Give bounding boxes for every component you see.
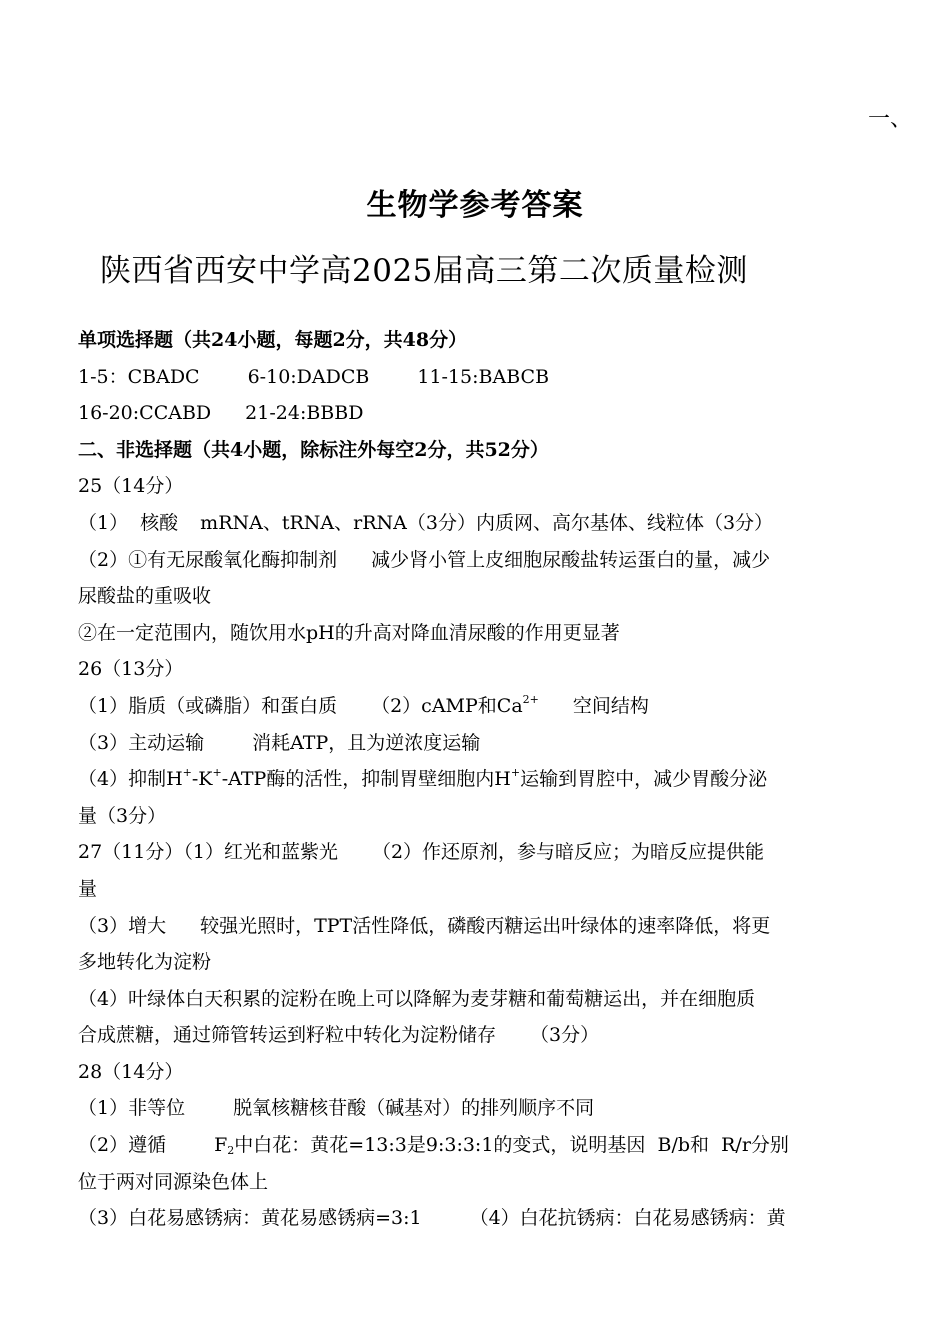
- q26-part1-a: （1）脂质（或磷脂）和蛋白质: [78, 694, 338, 717]
- q26-superscript: +: [212, 766, 222, 780]
- q26-part3: [78, 761, 872, 798]
- q28-part1-a: （1）非等位: [78, 1097, 186, 1120]
- q27-label-b: （2）作还原剂，参与暗反应；为暗反应提供能: [371, 841, 765, 864]
- q25-part2: [78, 542, 872, 579]
- q28-part4-a: （3）白花易感锈病：黄花易感锈病=3:1: [78, 1207, 422, 1230]
- q25-part3: ②在一定范围内，随饮用水pH的升高对降血清尿酸的作用更显著: [78, 621, 620, 644]
- section2-heading: 二、非选择题（共4小题，除标注外每空2分，共52分）: [78, 438, 549, 461]
- q28-label: 28（14分）: [78, 1060, 184, 1083]
- q28-part4-b: （4）白花抗锈病：白花易感锈病：黄: [469, 1207, 786, 1230]
- choice-answers-row-2: [78, 395, 872, 432]
- q26-part3-text: 运输到胃腔中，减少胃酸分泌: [520, 768, 768, 791]
- choice-answer: 21-24:BBBD: [245, 402, 364, 425]
- q28-part4: [78, 1200, 872, 1237]
- q25-part1: [78, 505, 872, 542]
- q28-subscript: 2: [227, 1144, 235, 1158]
- q26-part1: [78, 688, 872, 725]
- q26-part4: 量（3分）: [78, 804, 167, 827]
- corner-mark: 一、: [868, 107, 913, 132]
- q28-part3: 位于两对同源染色体上: [78, 1170, 269, 1193]
- q27-label: [78, 834, 872, 871]
- q26-part3-text: （4）抑制H: [78, 768, 183, 791]
- page-subtitle: 陕西省西安中学高2025届高三第二次质量检测: [100, 253, 748, 289]
- q26-superscript: 2+: [522, 692, 539, 706]
- q28-part2: [78, 1127, 872, 1164]
- q25-part2-cont: 尿酸盐的重吸收: [78, 585, 212, 608]
- q27-label-a: 27（11分）（1）红光和蓝紫光: [78, 841, 338, 864]
- choice-answers-row-1: [78, 359, 872, 396]
- q28-part1-b: 脱氧核糖核苷酸（碱基对）的排列顺序不同: [233, 1097, 595, 1120]
- q27-part4: （4）叶绿体白天积累的淀粉在晚上可以降解为麦芽糖和葡萄糖运出，并在细胞质: [78, 987, 756, 1010]
- page-title: 生物学参考答案: [366, 188, 584, 223]
- q28-part2-a: （2）遵循: [78, 1134, 167, 1157]
- q27-part5-b: （3分）: [530, 1024, 600, 1047]
- q28-part2-b: F: [214, 1134, 228, 1157]
- q27-part5-a: 合成蔗糖，通过筛管转运到籽粒中转化为淀粉储存: [78, 1024, 497, 1047]
- q26-superscript: +: [510, 766, 521, 780]
- q26-part2-a: （3）主动运输: [78, 731, 205, 754]
- q25-part2-b: 减少肾小管上皮细胞尿酸盐转运蛋白的量，减少: [371, 548, 771, 571]
- q26-part1-b: （2）cAMP和Ca: [371, 694, 523, 717]
- choice-answer: 6-10:DADCB: [247, 365, 370, 388]
- q27-part5: [78, 1017, 872, 1054]
- answer-content: [78, 322, 872, 1237]
- q26-part2: [78, 725, 872, 762]
- section1-heading: 单项选择题（共24小题，每题2分，共48分）: [78, 329, 468, 351]
- q28-part2-c: 中白花：黄花=13:3是9:3:3:1的变式，说明基因 B/b和 R/r分别: [234, 1134, 789, 1157]
- q26-label: 26（13分）: [78, 658, 184, 681]
- q27-part3: 多地转化为淀粉: [78, 951, 212, 974]
- q26-part1-c: 空间结构: [572, 694, 649, 717]
- q25-part1-b: mRNA、tRNA、rRNA（3分）内质网、高尔基体、线粒体（3分）: [200, 511, 774, 534]
- q26-part2-b: 消耗ATP，且为逆浓度运输: [252, 731, 481, 754]
- q25-part1-a: （1） 核酸: [78, 511, 179, 534]
- choice-answer: 11-15:BABCB: [417, 365, 550, 388]
- q27-part2-b: 较强光照时，TPT活性降低，磷酸丙糖运出叶绿体的速率降低，将更: [200, 914, 771, 937]
- q26-superscript: +: [182, 766, 192, 780]
- q28-part1: [78, 1090, 872, 1127]
- choice-answer: 1-5：CBADC: [78, 365, 200, 388]
- q26-part3-text: -ATP酶的活性，抑制胃壁细胞内H: [221, 768, 511, 791]
- q27-part1: 量: [78, 877, 98, 900]
- q27-part2-a: （3）增大: [78, 914, 167, 937]
- choice-answer: 16-20:CCABD: [78, 402, 212, 425]
- q26-part3-text: -K: [191, 768, 213, 791]
- q27-part2: [78, 908, 872, 945]
- q25-part2-a: （2）①有无尿酸氧化酶抑制剂: [78, 548, 338, 571]
- q25-label: 25（14分）: [78, 475, 184, 498]
